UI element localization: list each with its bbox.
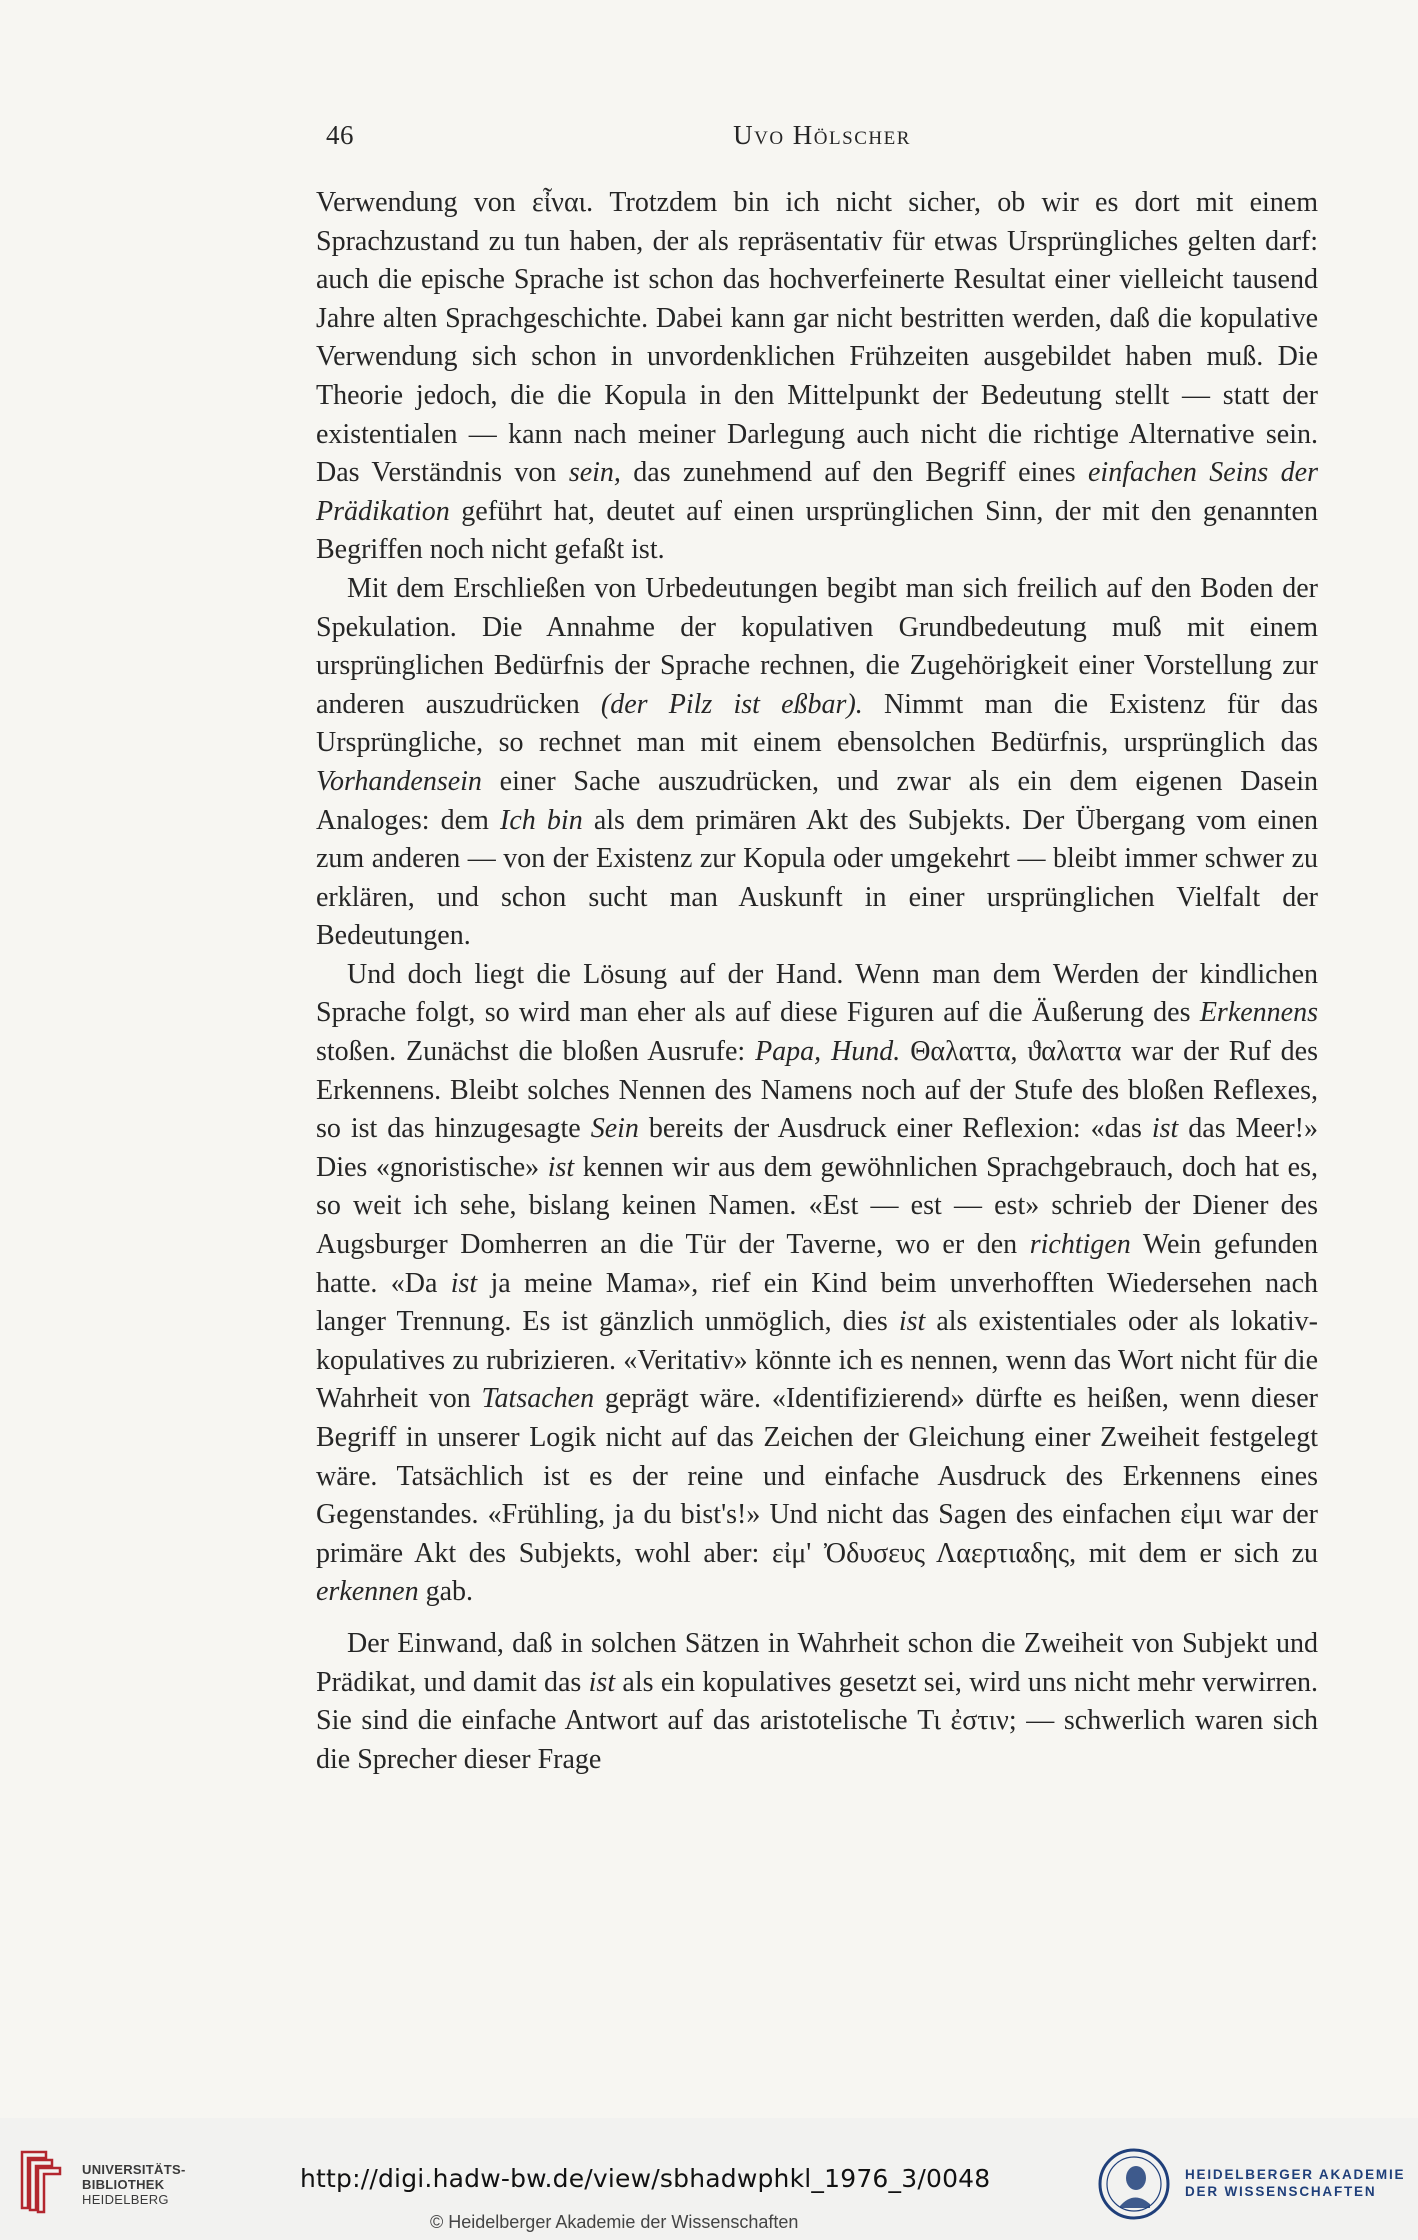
text-run: Der Einwand, daß in solchen Sätzen in Wahrheit schon die Zweiheit von Subjekt und Prädikat, und damit das [316,1627,1318,1698]
italic-term: sein, [568,457,621,489]
text-run: als existentiales oder als lokativ-kopulatives zu rubrizieren. «Veritativ» könnte ich es nennen, wenn das Wort nicht für die Wahrheit von [316,1306,1318,1415]
library-name [82,2162,186,2207]
library-name-line: HEIDELBERG [82,2192,169,2207]
italic-term: Ich bin [500,804,583,836]
library-name-line: UNIVERSITÄTS- [82,2162,186,2177]
italic-term: Sein [590,1113,639,1145]
hadw-seal-icon[interactable] [1096,2146,1172,2222]
text-run: geführt hat, deutet auf einen ursprünglichen Sinn, der mit den genannten Begriffen noch nicht gefaßt ist. [316,495,1318,566]
paragraph-1 [316,184,1318,570]
text-run: gab. [418,1576,474,1608]
text-run: ja meine Mama», rief ein Kind beim unverhofften Wiedersehen nach langer Trennung. Es ist gänzlich unmöglich, dies [316,1267,1319,1338]
italic-term: ist [450,1267,478,1299]
text-run: einer Sache auszudrücken, und zwar als ein dem eigenen Dasein Analoges: dem [316,765,1318,836]
italic-term: einfachen Seins der Prädikation [316,457,1318,527]
text-run: Verwendung von εἶναι. Trotzdem bin ich nicht sicher, ob wir es dort mit einem Sprachzustand zu tun haben, der als repräsentativ für etwas Ursprüngliches gelten darf: auch die epische Sprache ist schon das hochverfeinerte Resultat einer vielleicht tausend Jahre alten Sprachgeschichte. Dabei kann gar nicht bestritten werden, daß die kopulative Verwendung sich schon in unvordenklichen Frühzeiten ausgebildet haben muß. Die Theorie jedoch, die die Kopula in den Mittelpunkt der Bedeutung stellt — statt der existentialen — kann nach meiner Darlegung auch nicht die richtige Alternative sein. Das Verständnis von [316,187,1318,489]
body-text [316,184,1318,1779]
text-run: als dem primären Akt des Subjekts. Der Übergang vom einen zum anderen — von der Existenz zur Kopula oder umgekehrt — bleibt immer schwer zu erklären, und schon sucht man Auskunft in einer ursprünglichen Vielfalt der Bedeutungen. [316,804,1318,952]
copyright-notice: © Heidelberger Akademie der Wissenschaften [430,2212,799,2232]
italic-term: richtigen [1029,1229,1131,1261]
italic-term: ist [547,1151,575,1183]
academy-name-line: DER WISSENSCHAFTEN [1185,2184,1377,2199]
italic-term: ist [898,1306,926,1338]
italic-term: ist [588,1666,616,1698]
text-run: bereits der Ausdruck einer Reflexion: «das [638,1113,1152,1145]
italic-term: Vorhandensein [316,765,482,797]
academy-name-line: HEIDELBERGER AKADEMIE [1185,2167,1406,2182]
text-run: Wein gefunden hatte. «Da [316,1229,1318,1299]
text-run: kennen wir aus dem gewöhnlichen Sprachgebrauch, doch hat es, so weit ich sehe, bislang keinen Namen. «Est — est — est» schrieb der Diener des Augsburger Domherren an die Tür der Taverne, wo er den [316,1151,1319,1261]
library-name-line: BIBLIOTHEK [82,2177,165,2192]
italic-term: erkennen [316,1576,419,1608]
italic-term: Papa, Hund. [755,1036,901,1068]
academy-name [1185,2166,1405,2200]
paragraph-2 [316,570,1318,956]
running-head: Uvo Hölscher [733,120,911,150]
footer-bar [0,2118,1418,2240]
text-run: das zunehmend auf den Begriff eines [620,457,1088,489]
text-run: Mit dem Erschließen von Urbedeutungen begibt man sich freilich auf den Boden der Spekulation. Die Annahme der kopulativen Grundbedeutung muß mit einem ursprünglichen Bedürfnis der Sprache rechnen, die Zugehörigkeit einer Vorstellung zur anderen auszudrücken [316,572,1318,720]
italic-term: Tatsachen [481,1383,595,1415]
permalink-url[interactable]: http://digi.hadw-bw.de/view/sbhadwphkl_1976_3/0048 [300,2164,991,2193]
text-run: stoßen. Zunächst die bloßen Ausrufe: [316,1036,756,1068]
text-run: das Meer!» Dies «gnoristische» [316,1113,1318,1183]
text-run: geprägt wäre. «Identifizierend» dürfte es heißen, wenn dieser Begriff in unserer Logik nicht auf das Zeichen der Gleichung einer Zweiheit festgelegt wäre. Tatsächlich ist es der reine und einfache Ausdruck des Erkennens eines Gegenstandes. «Frühling, ja du bist's!» Und nicht das Sagen des einfachen εἰμι war der primäre Akt des Subjekts, wohl aber: εἰμ' Ὀδυσευς Λαερτιαδης, mit dem er sich zu [316,1383,1318,1569]
ub-heidelberg-logo-icon[interactable] [16,2148,66,2214]
italic-term: (der Pilz ist eßbar). [600,688,863,720]
paragraph-3 [316,956,1318,1612]
page-number: 46 [326,120,354,150]
text-run: Nimmt man die Existenz für das Ursprüngliche, so rechnet man mit einem ebensolchen Bedürfnis, ursprünglich das [316,688,1318,759]
text-run: als ein kopulatives gesetzt sei, wird uns nicht mehr verwirren. Sie sind die einfache Antwort auf das aristotelische Τι ἐστιν; — schwerlich waren sich die Sprecher dieser Frage [316,1666,1318,1775]
italic-term: ist [1151,1113,1179,1145]
italic-term: Erkennens [1199,997,1318,1029]
text-run: Θαλαττα, ϑαλαττα war der Ruf des Erkennens. Bleibt solches Nennen des Namens noch auf der Stufe des bloßen Reflexes, so ist das hinzugesagte [316,1036,1319,1145]
paragraph-4 [316,1625,1318,1779]
text-run: Und doch liegt die Lösung auf der Hand. Wenn man dem Werden der kindlichen Sprache folgt, so wird man eher als auf diese Figuren auf die Äußerung des [316,958,1318,1029]
